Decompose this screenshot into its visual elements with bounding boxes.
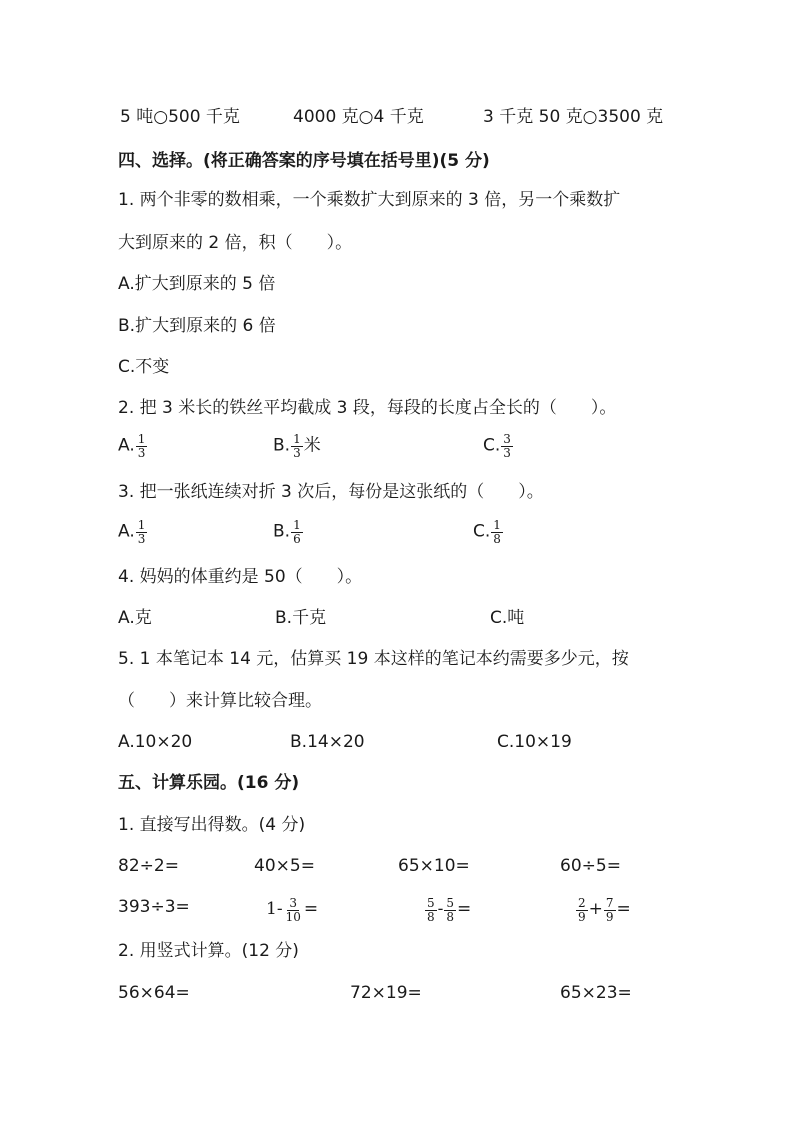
- q1-option-b[interactable]: B.扩大到原来的 6 倍: [118, 316, 276, 336]
- fraction: [491, 519, 503, 546]
- compare-right: 500 千克: [168, 107, 240, 127]
- numerator: 5: [427, 896, 435, 910]
- q5-option-b[interactable]: B.14×20: [290, 732, 365, 752]
- option-label: C.: [473, 521, 491, 542]
- q5-line-1: 5. 1 本笔记本 14 元，估算买 19 本这样的笔记本约需要多少元，按: [118, 649, 629, 669]
- fraction: [425, 897, 437, 924]
- calc-expression-fraction: [575, 896, 631, 923]
- equals-sign: =: [616, 899, 631, 919]
- calc-expression: 56×64=: [118, 983, 190, 1003]
- q1-option-c[interactable]: C.不变: [118, 357, 170, 377]
- denominator: 3: [293, 446, 301, 460]
- calc-expression: 72×19=: [350, 983, 422, 1003]
- term: 1-: [266, 899, 283, 919]
- numerator: 1: [137, 432, 146, 446]
- compare-right: 4 千克: [373, 107, 424, 127]
- operator: -: [437, 899, 444, 919]
- equals-sign: =: [303, 899, 319, 919]
- operator: +: [588, 899, 603, 919]
- fraction: [501, 433, 513, 460]
- numerator: 7: [605, 896, 614, 910]
- sub-1-title: 1. 直接写出得数。(4 分): [118, 815, 306, 835]
- denominator: 9: [605, 910, 614, 924]
- denominator: 3: [503, 446, 511, 460]
- q4-option-b[interactable]: B.千克: [275, 608, 327, 628]
- q4-text: 4. 妈妈的体重约是 50（ ）。: [118, 567, 363, 587]
- numerator: 3: [503, 432, 511, 446]
- fraction: [576, 897, 588, 924]
- denominator: 9: [578, 910, 586, 924]
- section-5-title: 五、计算乐园。(16 分): [118, 773, 300, 793]
- q3-option-a[interactable]: [118, 518, 148, 545]
- compare-circle[interactable]: ○: [358, 107, 374, 127]
- calc-expression: 393÷3=: [118, 897, 190, 917]
- q2-option-c[interactable]: [483, 432, 514, 459]
- q1-line-2: 大到原来的 2 倍，积（ ）。: [118, 233, 353, 253]
- numerator: 3: [289, 896, 298, 910]
- calc-expression: 60÷5=: [560, 856, 621, 876]
- equals-sign: =: [457, 899, 472, 919]
- q3-text: 3. 把一张纸连续对折 3 次后，每份是这张纸的（ ）。: [118, 482, 544, 502]
- option-label: B.: [273, 435, 291, 456]
- calc-expression: 65×10=: [398, 856, 470, 876]
- section-4-title: 四、选择。(将正确答案的序号填在括号里)(5 分): [118, 151, 490, 171]
- option-label: A.: [118, 521, 135, 542]
- numerator: 1: [293, 518, 301, 532]
- q4-option-a[interactable]: A.克: [118, 608, 152, 628]
- compare-left: 3 千克 50 克: [483, 107, 583, 127]
- compare-left: 4000 克: [293, 107, 359, 127]
- denominator: 3: [137, 446, 146, 460]
- numerator: 5: [446, 896, 455, 910]
- compare-circle[interactable]: ○: [153, 107, 169, 127]
- denominator: 6: [293, 532, 301, 546]
- q5-line-2: （ ）来计算比较合理。: [118, 691, 322, 711]
- q1-line-1: 1. 两个非零的数相乘，一个乘数扩大到原来的 3 倍，另一个乘数扩: [118, 190, 621, 210]
- numerator: 1: [293, 432, 301, 446]
- compare-circle[interactable]: ○: [582, 107, 598, 127]
- numerator: 2: [578, 896, 586, 910]
- q2-text: 2. 把 3 米长的铁丝平均截成 3 段，每段的长度占全长的（ ）。: [118, 398, 617, 418]
- calc-expression-fraction: [266, 896, 318, 923]
- calc-expression: 40×5=: [254, 856, 315, 876]
- q3-option-c[interactable]: [473, 518, 504, 545]
- q5-option-c[interactable]: C.10×19: [497, 732, 572, 752]
- denominator: 8: [493, 532, 501, 546]
- calc-expression: 65×23=: [560, 983, 632, 1003]
- q2-option-b[interactable]: [273, 432, 321, 459]
- unit: 米: [303, 435, 321, 456]
- denominator: 8: [446, 910, 455, 924]
- q5-option-a[interactable]: A.10×20: [118, 732, 193, 752]
- option-label: B.: [273, 521, 291, 542]
- q4-option-c[interactable]: C.吨: [490, 608, 525, 628]
- compare-item-2: [293, 106, 424, 128]
- compare-left: 5 吨: [120, 107, 154, 127]
- denominator: 10: [285, 910, 301, 924]
- denominator: 3: [137, 532, 146, 546]
- fraction: [136, 433, 148, 460]
- sub-2-title: 2. 用竖式计算。(12 分): [118, 941, 299, 961]
- fraction: [291, 519, 303, 546]
- calc-expression: 82÷2=: [118, 856, 179, 876]
- fraction: [444, 897, 456, 924]
- calc-expression-fraction: [424, 896, 471, 923]
- fraction: [136, 519, 148, 546]
- fraction: [284, 897, 303, 924]
- numerator: 1: [137, 518, 146, 532]
- q1-option-a[interactable]: A.扩大到原来的 5 倍: [118, 274, 276, 294]
- q3-option-b[interactable]: [273, 518, 304, 545]
- compare-right: 3500 克: [597, 107, 664, 127]
- numerator: 1: [493, 518, 501, 532]
- denominator: 8: [427, 910, 435, 924]
- q2-option-a[interactable]: [118, 432, 148, 459]
- option-label: C.: [483, 435, 501, 456]
- fraction: [291, 433, 303, 460]
- compare-item-1: [120, 106, 240, 128]
- compare-item-3: [483, 106, 663, 128]
- option-label: A.: [118, 435, 135, 456]
- fraction: [604, 897, 616, 924]
